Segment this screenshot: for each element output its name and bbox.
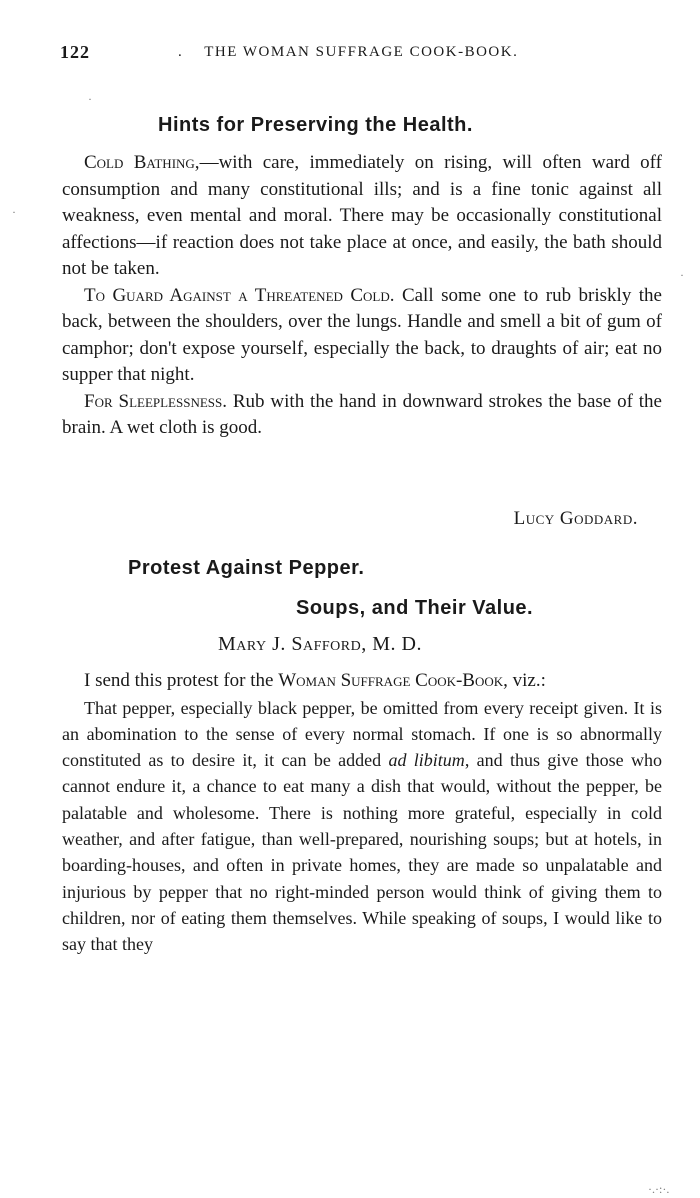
hints-heading: Hints for Preserving the Health. xyxy=(158,114,473,136)
print-speck: · xyxy=(12,205,16,219)
running-title xyxy=(178,44,518,61)
hints-body xyxy=(62,150,662,442)
cold-bathing-text: —with care, immediately on rising, will often ward off consumption and many constitutional ills; and is a fine tonic against all weakness, even mental and moral. There may be occasionally constitutional affections—if reaction does not take place at once, and easily, the bath should not be taken. xyxy=(62,152,662,279)
protest-body xyxy=(62,668,662,957)
cold-bathing-label: Cold Bathing, xyxy=(84,152,200,173)
soups-subheading: Soups, and Their Value. xyxy=(296,597,534,619)
page-number: 122 xyxy=(60,42,90,62)
ad-libitum-italic: ad libitum xyxy=(388,750,465,771)
threatened-cold-text: Call some one to rub briskly the back, between the shoulders, over the lungs. Handle and smell a bit of gum of camphor; don't expose yourself, especially the back, to draughts of air; eat no supper that night. xyxy=(62,284,662,385)
intro-paragraph xyxy=(62,668,662,695)
author-byline: Mary J. Safford, M. D. xyxy=(218,633,422,655)
intro-after: , viz.: xyxy=(503,670,546,691)
threatened-cold-paragraph xyxy=(62,283,662,389)
sleeplessness-paragraph xyxy=(62,389,662,442)
pepper-text-1: That pepper, especially black pepper, be omitted from every receipt given. It is an abomination to the sense of every normal stomach. If one is so abnormally constituted as to desire it, it can be added xyxy=(62,697,662,771)
running-title-text: THE WOMAN SUFFRAGE COOK-BOOK. xyxy=(204,44,519,60)
signature-lucy-goddard: Lucy Goddard. xyxy=(513,508,638,529)
sleeplessness-label: For Sleeplessness. xyxy=(84,390,227,412)
protest-heading: Protest Against Pepper. xyxy=(128,557,365,579)
sleeplessness-text: Rub with the hand in downward strokes the base of the brain. A wet cloth is good. xyxy=(62,390,662,438)
threatened-cold-label: To Guard Against a Threatened Cold. xyxy=(84,284,395,306)
print-speck: · xyxy=(680,268,684,282)
pepper-text-2: , and thus give those who cannot endure it, a chance to eat many a dish that would, without the pepper, be palatable and wholesome. There is nothing more grateful, especially in cold weather, and after fatigue, than well-prepared, nourishing soups; but at hotels, in boarding-houses, and often in private homes, they are made so unpalatable and injurious by pepper that no right-minded person would think of giving them to children, nor of eating them themselves. While speaking of soups, I would like to say that they xyxy=(62,750,662,955)
intro-before: I send this protest for the xyxy=(84,670,279,691)
print-speck: ·.·:·. xyxy=(648,1182,670,1196)
print-speck: · xyxy=(88,92,92,106)
running-head xyxy=(60,42,660,72)
intro-book-title: Woman Suffrage Cook-Book xyxy=(278,670,504,691)
running-title-separator: . xyxy=(178,44,184,60)
pepper-paragraph xyxy=(62,695,662,958)
cold-bathing-paragraph xyxy=(62,150,662,283)
